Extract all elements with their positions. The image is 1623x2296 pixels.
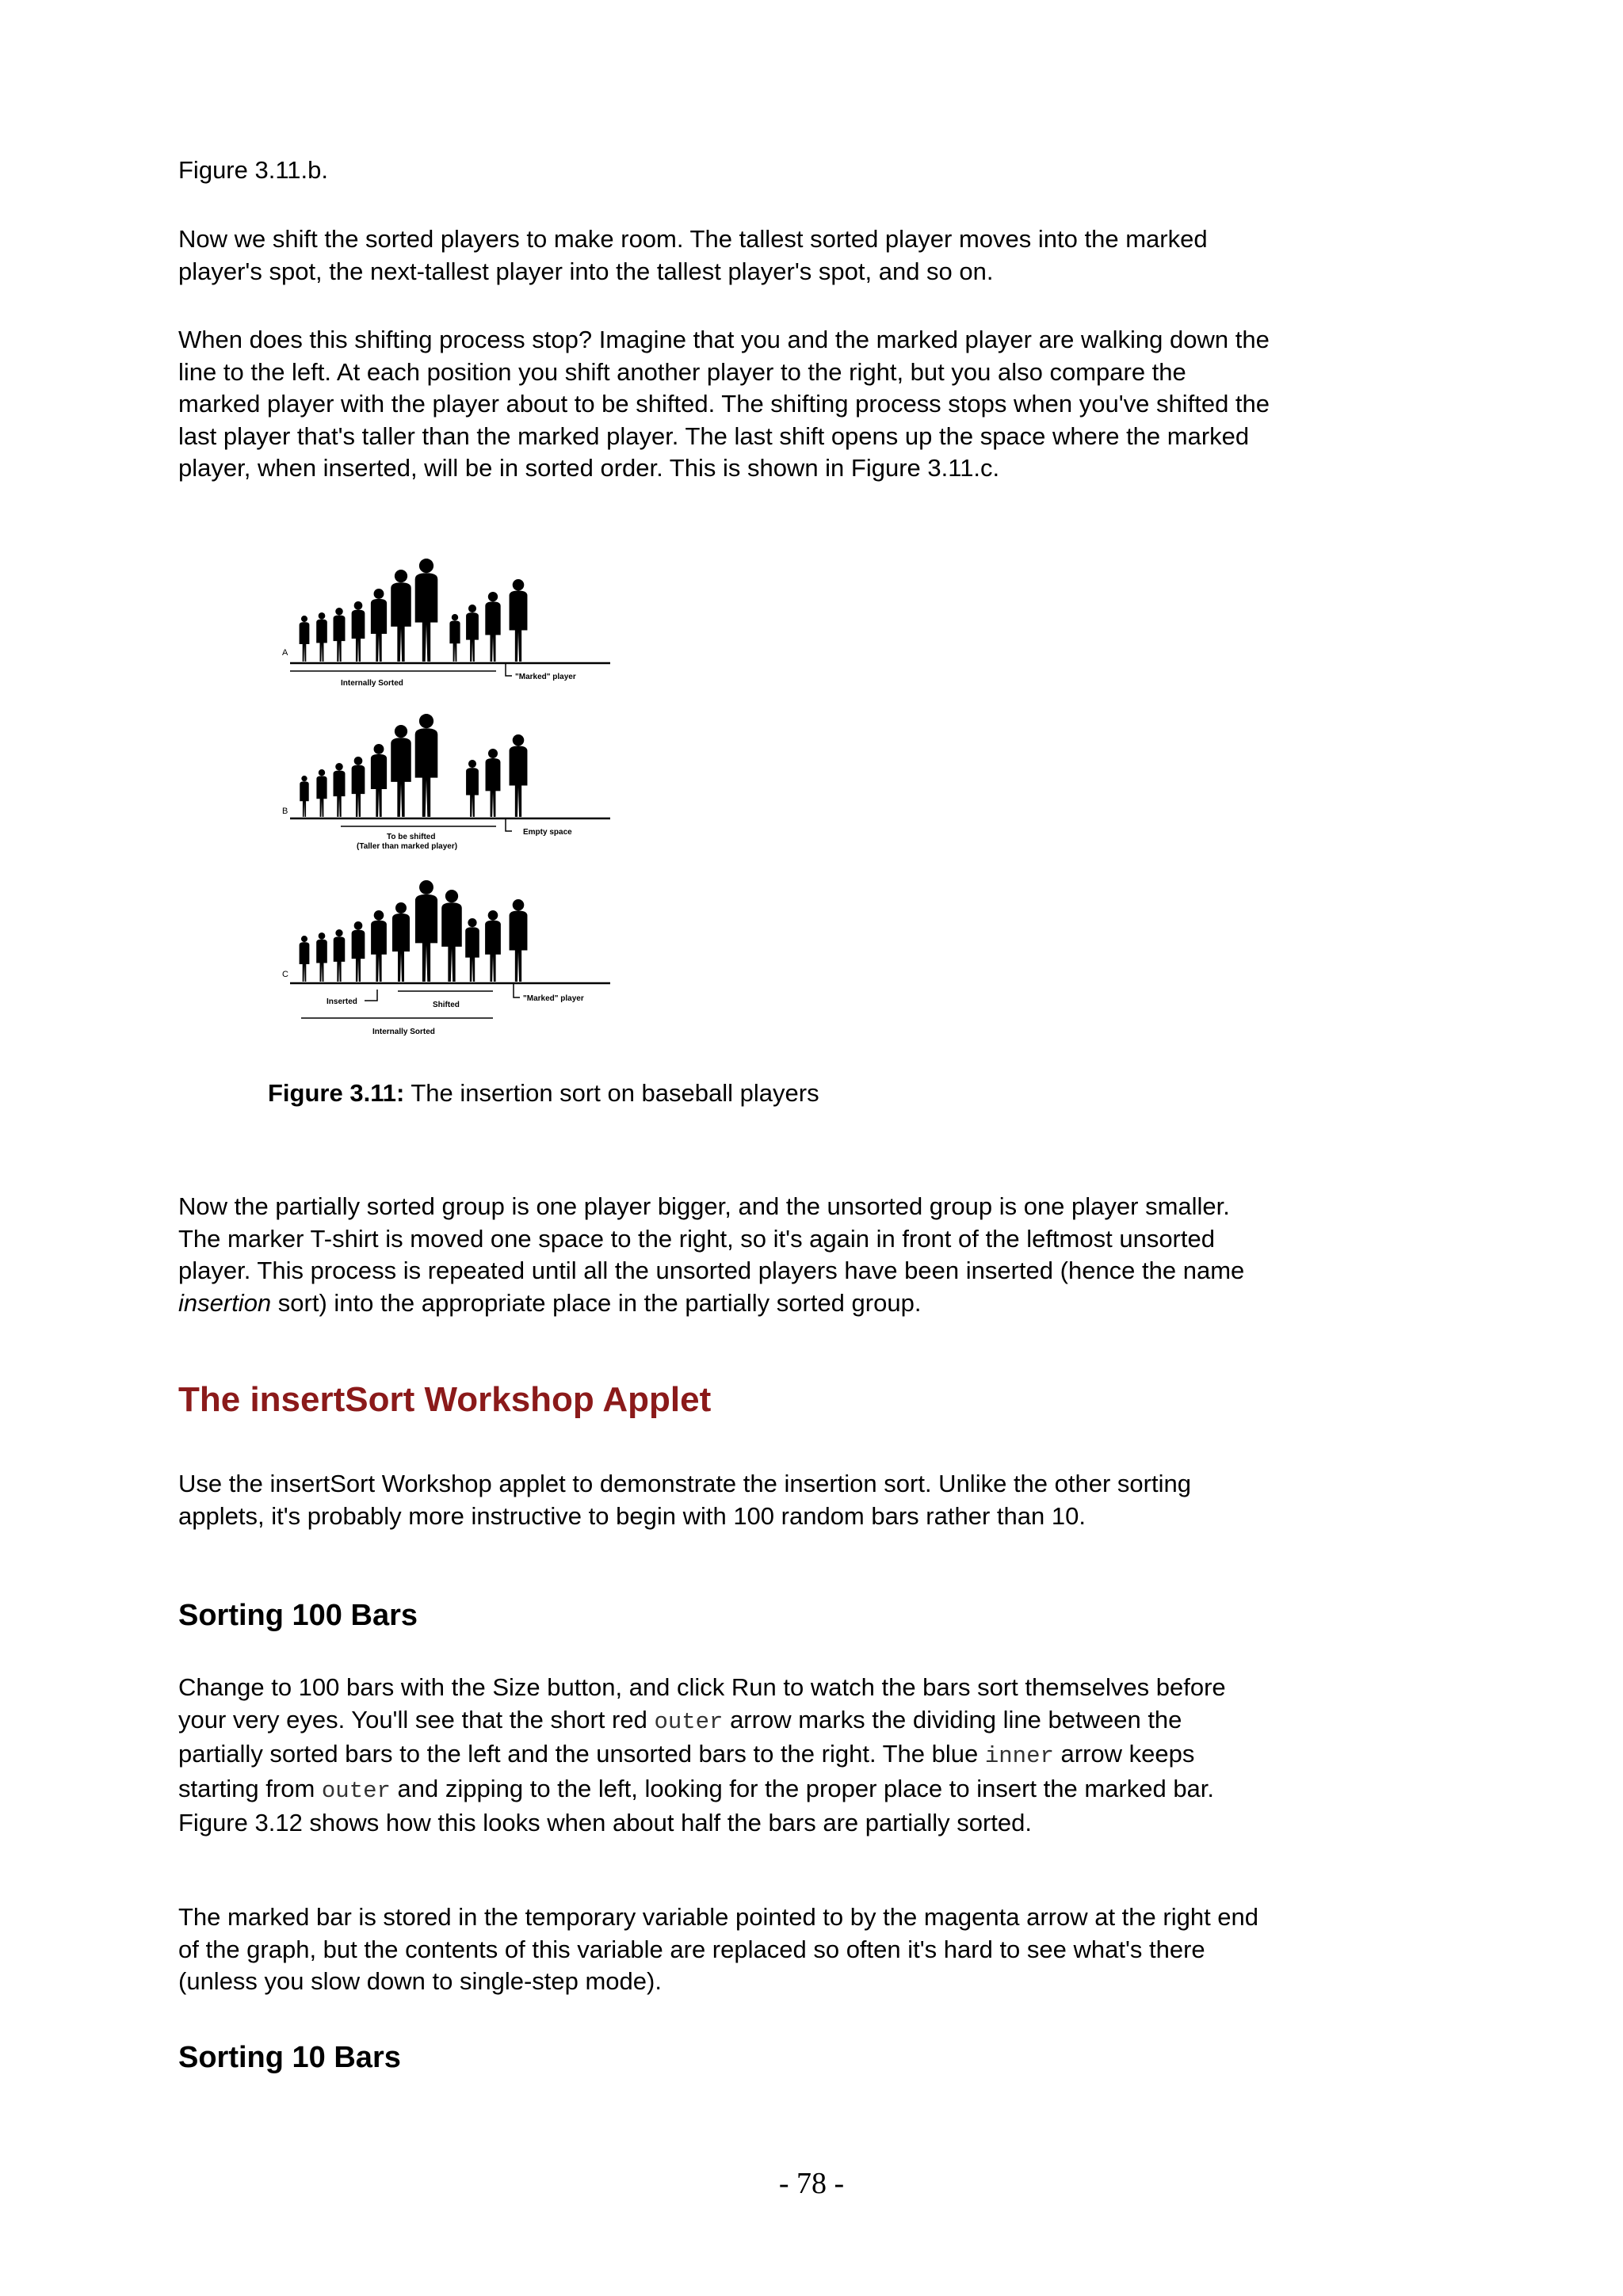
player-c-2 [334, 929, 346, 982]
player-a-5 [391, 570, 411, 662]
para3-text-1: Now the partially sorted group is one player bigger, and the unsorted group is one player smaller. The marker T-shirt is moved one space to the right, so it's again in front of the leftmost unsorted player. This process is repeated until all the unsorted players have been inserted (hence the name [178, 1192, 1245, 1284]
panel-c-pointer [514, 983, 520, 997]
caption-label: Figure 3.11: [268, 1079, 405, 1107]
player-c-9 [485, 910, 501, 982]
code-inner: inner [984, 1743, 1054, 1769]
caption-text: The insertion sort on baseball players [404, 1079, 819, 1107]
player-b-2 [334, 763, 346, 817]
player-c-5 [392, 902, 410, 982]
panel-b-letter: B [282, 807, 288, 816]
paragraph-partially-sorted [178, 1191, 1272, 1319]
paragraph-marked-bar: The marked bar is stored in the temporary variable pointed to by the magenta arrow at the right end of the graph, but the contents of this variable are replaced so often it's hard to see what's there (unless you slow down to single-step mode). [178, 1903, 1259, 1995]
panel-b-label-taller: (Taller than marked player) [357, 842, 458, 851]
figure-reference: Figure 3.11.b. [178, 156, 328, 184]
subheading-10-bars: Sorting 10 Bars [178, 2041, 401, 2074]
panel-b-label-shift: To be shifted [387, 833, 436, 841]
panel-c-label-sorted: Internally Sorted [372, 1028, 435, 1036]
panel-c-label-marked: "Marked" player [523, 994, 584, 1003]
player-c-1 [316, 933, 327, 982]
player-a-1 [316, 612, 327, 662]
subheading-100-bars: Sorting 100 Bars [178, 1599, 418, 1632]
player-c-6 [415, 880, 437, 982]
player-b-9 [510, 734, 528, 817]
para5-text-4: and zipping to the left, looking for the proper place to insert the marked bar. Figure 3.12 shows how this looks when about half the bars are partially sorted. [178, 1774, 1215, 1836]
panel-a-label-sorted: Internally Sorted [341, 679, 403, 688]
panel-c-letter: C [282, 970, 288, 979]
panel-a-label-marked: "Marked" player [515, 673, 576, 681]
player-c-4 [371, 910, 387, 982]
code-outer-1: outer [654, 1708, 724, 1735]
page-number: - 78 - [778, 2167, 845, 2200]
player-a-7 [449, 614, 460, 662]
player-a-8 [466, 605, 479, 662]
player-silhouettes [300, 559, 528, 982]
panel-a-letter: A [282, 648, 288, 658]
panel-c-inserted-pointer [365, 990, 377, 1001]
player-b-1 [316, 769, 327, 817]
player-c-10 [510, 899, 528, 982]
player-b-3 [352, 757, 365, 817]
player-c-8 [465, 918, 479, 982]
player-c-0 [300, 936, 310, 982]
player-c-7 [441, 890, 462, 982]
player-a-3 [352, 601, 365, 662]
para3-italic: insertion [178, 1288, 272, 1317]
code-outer-2: outer [321, 1777, 391, 1804]
insertion-sort-figure [277, 543, 634, 1042]
player-a-10 [510, 579, 528, 662]
player-b-8 [486, 749, 501, 817]
player-b-5 [391, 725, 411, 817]
paragraph-shift: Now we shift the sorted players to make room. The tallest sorted player moves into the marked player's spot, the next-tallest player into the tallest player's spot, and so on. [178, 225, 1208, 285]
player-b-6 [415, 714, 438, 817]
paragraph-shifting-stop: When does this shifting process stop? Imagine that you and the marked player are walking down the line to the left. At each position you shift another player to the right, but you also compare the marked player with the player about to be shifted. The shifting process stops when you've shifted the last player that's taller than the marked player. The last shift opens up the space where the marked player, when inserted, will be in sorted order. This is shown in Figure 3.11.c. [178, 326, 1270, 482]
para5-text-3: arrow keeps starting from [178, 1740, 1195, 1802]
section-heading-applet: The insertSort Workshop Applet [178, 1380, 712, 1419]
player-b-0 [300, 776, 308, 817]
panel-a-pointer [506, 663, 512, 676]
figure-caption [268, 1079, 819, 1108]
para3-text-2: sort) into the appropriate place in the partially sorted group. [271, 1288, 922, 1317]
panel-c-label-inserted: Inserted [327, 997, 357, 1006]
paragraph-100-bars [178, 1672, 1272, 1840]
paragraph-applet-intro: Use the insertSort Workshop applet to demonstrate the insertion sort. Unlike the other sorting applets, it's probably more instructive to begin with 100 random bars rather than 10. [178, 1470, 1191, 1530]
player-a-2 [334, 608, 346, 662]
player-a-6 [415, 559, 438, 662]
player-a-0 [300, 616, 310, 662]
panel-c-label-shifted: Shifted [433, 1001, 460, 1009]
para5-text-2: arrow marks the dividing line between the partially sorted bars to the left and the unsorted bars to the right. The blue [178, 1705, 1182, 1768]
player-a-4 [371, 589, 387, 662]
player-b-4 [371, 744, 387, 817]
player-a-9 [485, 592, 500, 662]
panel-b-label-empty: Empty space [523, 828, 572, 837]
player-b-7 [466, 760, 479, 817]
player-c-3 [352, 921, 365, 982]
panel-b-pointer [506, 818, 512, 831]
para5-text-1: Change to 100 bars with the Size button, and click Run to watch the bars sort themselves before your very eyes. You'll see that the short red [178, 1673, 1226, 1733]
